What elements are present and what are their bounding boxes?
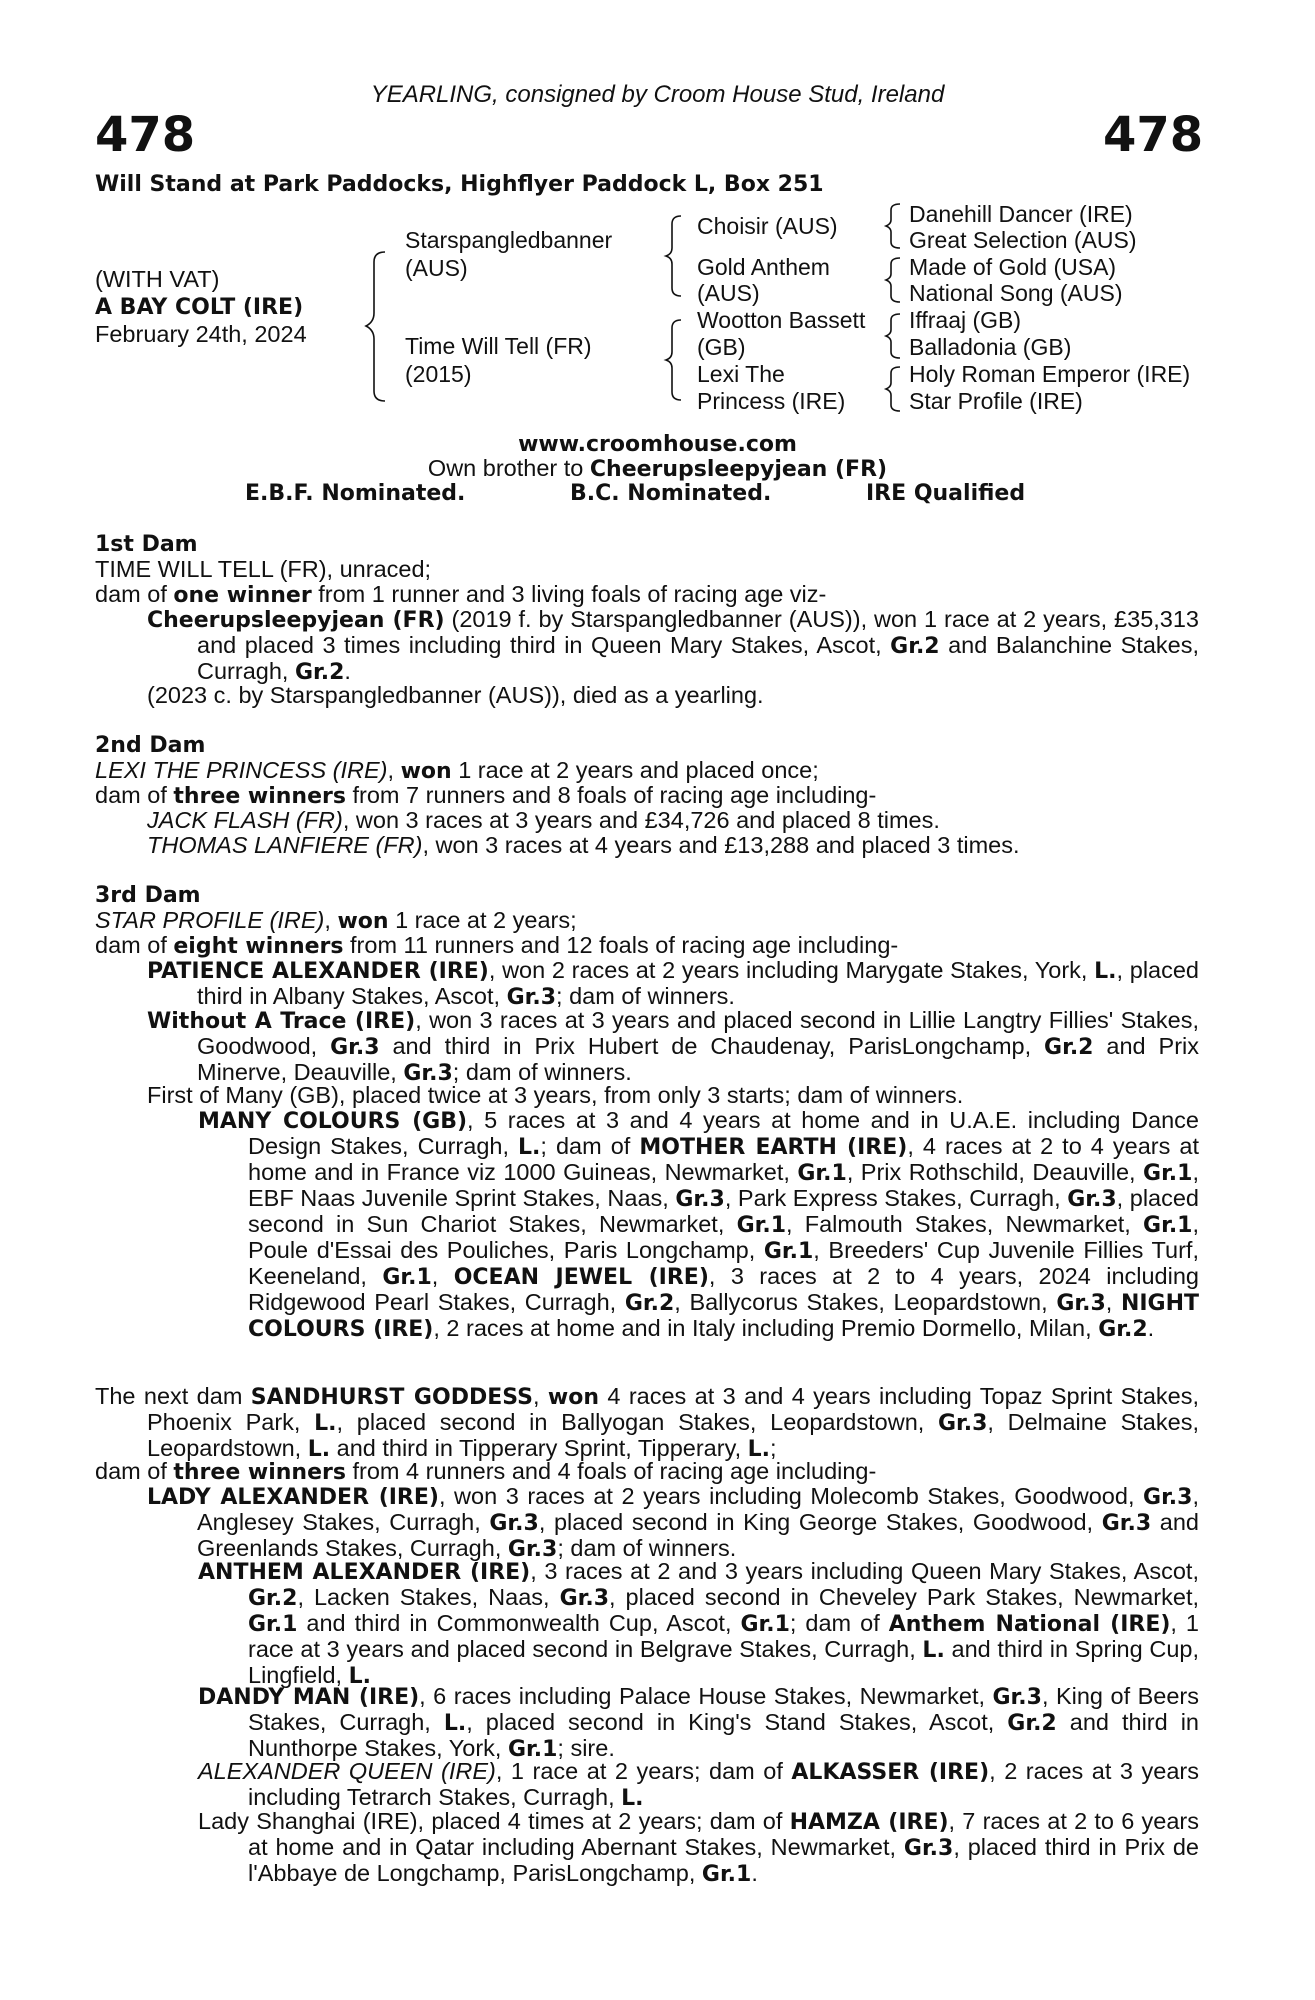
sire-dam-country: (AUS): [697, 280, 760, 306]
sire-country: (AUS): [405, 255, 468, 281]
third-dam-name: STAR PROFILE (IRE), won 1 race at 2 years;: [95, 907, 577, 934]
great-grandsire-1: Danehill Dancer (IRE): [909, 201, 1133, 227]
second-dam-name: LEXI THE PRINCESS (IRE), won 1 race at 2 years and placed once;: [95, 757, 819, 784]
third-dam-produce-summary: dam of eight winners from 11 runners and 12 foals of racing age including-: [95, 932, 899, 959]
great-granddam-4: Star Profile (IRE): [909, 388, 1083, 414]
dam-year: (2015): [405, 361, 472, 387]
ire-qualified: IRE Qualified: [866, 481, 1026, 506]
next-dam-runner-lady-alexander: LADY ALEXANDER (IRE), won 3 races at 2 years including Molecomb Stakes, Goodwood, Gr.3, Anglesey Stakes, Curragh, Gr.3, placed second in King George Stakes, Goodwood, Gr.3 and Greenlands Stakes, Curragh, Gr.3; dam of winners.: [147, 1483, 1199, 1562]
second-dam-heading: 2nd Dam: [95, 733, 206, 758]
bc-nominated: B.C. Nominated.: [570, 481, 772, 506]
third-dam-heading: 3rd Dam: [95, 883, 201, 908]
great-grandsire-2: Made of Gold (USA): [909, 254, 1117, 280]
sire-sire: Choisir (AUS): [697, 213, 838, 239]
sire-name: Starspangledbanner: [405, 227, 613, 253]
great-granddam-1: Great Selection (AUS): [909, 227, 1137, 253]
second-dam-runner-1: JACK FLASH (FR), won 3 races at 3 years and £34,726 and placed 8 times.: [147, 807, 940, 833]
next-dam-runner-dandy-man: DANDY MAN (IRE), 6 races including Palace House Stakes, Newmarket, Gr.3, King of Beers Stakes, Curragh, L., placed second in King's Stand Stakes, Ascot, Gr.2 and third in Nunthorpe Stakes, York, Gr.1; sire.: [198, 1683, 1200, 1762]
great-grandsire-4: Holy Roman Emperor (IRE): [909, 361, 1191, 387]
foaling-date: February 24th, 2024: [95, 321, 307, 347]
ebf-nominated: E.B.F. Nominated.: [245, 481, 466, 506]
third-dam-runner-first-of-many: First of Many (GB), placed twice at 3 years, from only 3 starts; dam of winners.: [147, 1082, 964, 1108]
first-dam-foal-1: Cheerupsleepyjean (FR) (2019 f. by Starspangledbanner (AUS)), won 1 race at 2 years, £35,313 and placed 3 times including third in Queen Mary Stakes, Ascot, Gr.2 and Balanchine Stakes, Curragh, Gr.2.: [147, 606, 1199, 685]
next-dam-runner-lady-shanghai: Lady Shanghai (IRE), placed 4 times at 2 years; dam of HAMZA (IRE), 7 races at 2 to 6 years at home and in Qatar including Abernant Stakes, Newmarket, Gr.3, placed third in Prix de l'Abbaye de Longchamp, ParisLongchamp, Gr.1.: [198, 1808, 1199, 1887]
own-brother-prefix: Own brother to: [427, 455, 584, 481]
next-dam-runner-alexander-queen: ALEXANDER QUEEN (IRE), 1 race at 2 years; dam of ALKASSER (IRE), 2 races at 3 years including Tetrarch Stakes, Curragh, L.: [198, 1758, 1199, 1811]
great-grandsire-3: Iffraaj (GB): [909, 307, 1022, 333]
next-dam-intro: The next dam SANDHURST GODDESS, won 4 races at 3 and 4 years including Topaz Sprint Stakes, Phoenix Park, L., placed second in Ballyogan Stakes, Leopardstown, Gr.3, Delmaine Stakes, Leopardstown, L. and third in Tipperary Sprint, Tipperary, L.;: [95, 1383, 1199, 1462]
dam-dam-country: Princess (IRE): [697, 388, 846, 414]
own-brother-name: Cheerupsleepyjean (FR): [589, 457, 888, 482]
first-dam-produce-summary: dam of one winner from 1 runner and 3 living foals of racing age viz-: [95, 581, 827, 608]
lot-number-right: 478: [1103, 107, 1204, 163]
horse-name: A BAY COLT (IRE): [95, 295, 304, 320]
dam-name: Time Will Tell (FR): [405, 333, 592, 359]
next-dam-produce-summary: dam of three winners from 4 runners and 4 foals of racing age including-: [95, 1458, 877, 1485]
third-dam-runner-without-a-trace: Without A Trace (IRE), won 3 races at 3 years and placed second in Lillie Langtry Fillies' Stakes, Goodwood, Gr.3 and third in Prix Hubert de Chaudenay, ParisLongchamp, Gr.2 and Prix Minerve, Deauville, Gr.3; dam of winners.: [147, 1007, 1199, 1086]
vat-note: (WITH VAT): [95, 266, 220, 292]
second-dam-produce-summary: dam of three winners from 7 runners and 8 foals of racing age including-: [95, 782, 877, 809]
next-dam-runner-anthem-alexander: ANTHEM ALEXANDER (IRE), 3 races at 2 and 3 years including Queen Mary Stakes, Ascot, Gr.2, Lacken Stakes, Naas, Gr.3, placed second in Cheveley Park Stakes, Newmarket, Gr.1 and third in Commonwealth Cup, Ascot, Gr.1; dam of Anthem National (IRE), 1 race at 3 years and placed second in Belgrave Stakes, Curragh, L. and third in Spring Cup, Lingfield, L.: [198, 1558, 1199, 1689]
catalogue-subtitle: YEARLING, consigned by Croom House Stud, Ireland: [370, 81, 945, 108]
dam-dam: Lexi The: [697, 361, 785, 387]
lot-number-left: 478: [95, 107, 196, 163]
first-dam-name: TIME WILL TELL (FR), unraced;: [95, 556, 432, 582]
third-dam-runner-many-colours: MANY COLOURS (GB), 5 races at 3 and 4 years at home and in U.A.E. including Dance Design Stakes, Curragh, L.; dam of MOTHER EARTH (IRE), 4 races at 2 to 4 years at home and in France viz 1000 Guineas, Newmarket, Gr.1, Prix Rothschild, Deauville, Gr.1, EBF Naas Juvenile Sprint Stakes, Naas, Gr.3, Park Express Stakes, Curragh, Gr.3, placed second in Sun Chariot Stakes, Newmarket, Gr.1, Falmouth Stakes, Newmarket, Gr.1, Poule d'Essai des Pouliches, Paris Longchamp, Gr.1, Breeders' Cup Juvenile Fillies Turf, Keeneland, Gr.1, OCEAN JEWEL (IRE), 3 races at 2 to 4 years, 2024 including Ridgewood Pearl Stakes, Curragh, Gr.2, Ballycorus Stakes, Leopardstown, Gr.3, NIGHT COLOURS (IRE), 2 races at home and in Italy including Premio Dormello, Milan, Gr.2.: [198, 1107, 1200, 1342]
stand-location: Will Stand at Park Paddocks, Highflyer Paddock L, Box 251: [95, 172, 824, 197]
second-dam-runner-2: THOMAS LANFIERE (FR), won 3 races at 4 years and £13,288 and placed 3 times.: [147, 832, 1020, 858]
great-granddam-3: Balladonia (GB): [909, 334, 1072, 360]
dam-sire: Wootton Bassett: [697, 307, 866, 333]
great-granddam-2: National Song (AUS): [909, 280, 1123, 306]
sire-dam: Gold Anthem: [697, 254, 830, 280]
first-dam-heading: 1st Dam: [95, 532, 198, 557]
own-brother-line: [0, 456, 1315, 482]
third-dam-runner-patience: PATIENCE ALEXANDER (IRE), won 2 races at 2 years including Marygate Stakes, York, L., placed third in Albany Stakes, Ascot, Gr.3; dam of winners.: [147, 957, 1200, 1010]
dam-sire-country: (GB): [697, 334, 746, 360]
website-link[interactable]: www.croomhouse.com: [518, 432, 797, 457]
first-dam-foal-2: (2023 c. by Starspangledbanner (AUS)), died as a yearling.: [147, 682, 764, 708]
